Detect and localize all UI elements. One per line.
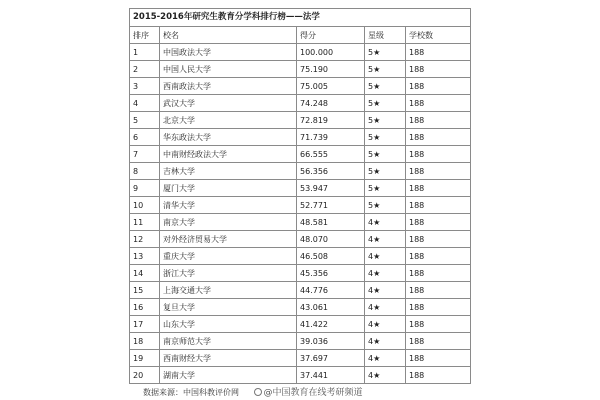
table-row <box>130 61 471 78</box>
cell-stars: 4★ <box>365 265 406 282</box>
table-row <box>130 316 471 333</box>
cell-score: 71.739 <box>297 129 365 146</box>
cell-name: 清华大学 <box>160 197 297 214</box>
cell-rank: 15 <box>130 282 160 299</box>
cell-score: 48.581 <box>297 214 365 231</box>
table-row <box>130 299 471 316</box>
header-name: 校名 <box>160 27 297 44</box>
data-source-note: 数据来源：中国科教评价网 <box>143 388 239 397</box>
cell-rank: 14 <box>130 265 160 282</box>
cell-score: 53.947 <box>297 180 365 197</box>
cell-stars: 4★ <box>365 333 406 350</box>
cell-name: 浙江大学 <box>160 265 297 282</box>
cell-count: 188 <box>406 163 471 180</box>
cell-name: 对外经济贸易大学 <box>160 231 297 248</box>
cell-count: 188 <box>406 214 471 231</box>
cell-count: 188 <box>406 197 471 214</box>
cell-count: 188 <box>406 299 471 316</box>
cell-stars: 5★ <box>365 78 406 95</box>
table-row <box>130 231 471 248</box>
cell-score: 52.771 <box>297 197 365 214</box>
table-row <box>130 282 471 299</box>
cell-name: 西南政法大学 <box>160 78 297 95</box>
cell-rank: 2 <box>130 61 160 78</box>
cell-name: 武汉大学 <box>160 95 297 112</box>
cell-rank: 19 <box>130 350 160 367</box>
cell-score: 75.190 <box>297 61 365 78</box>
cell-name: 华东政法大学 <box>160 129 297 146</box>
table-row <box>130 78 471 95</box>
cell-count: 188 <box>406 78 471 95</box>
header-score: 得分 <box>297 27 365 44</box>
cell-score: 48.070 <box>297 231 365 248</box>
cell-count: 188 <box>406 129 471 146</box>
cell-rank: 1 <box>130 44 160 61</box>
table-row <box>130 44 471 61</box>
cell-count: 188 <box>406 367 471 384</box>
table-row <box>130 367 471 384</box>
cell-score: 44.776 <box>297 282 365 299</box>
cell-stars: 4★ <box>365 214 406 231</box>
cell-score: 45.356 <box>297 265 365 282</box>
watermark-text: @中国教育在线考研频道 <box>263 388 363 398</box>
cell-stars: 4★ <box>365 248 406 265</box>
header-rank: 排序 <box>130 27 160 44</box>
cell-count: 188 <box>406 112 471 129</box>
cell-name: 北京大学 <box>160 112 297 129</box>
table-row <box>130 95 471 112</box>
ranking-table <box>129 8 471 384</box>
table-row <box>130 163 471 180</box>
table-row <box>130 180 471 197</box>
cell-stars: 5★ <box>365 95 406 112</box>
cell-name: 复旦大学 <box>160 299 297 316</box>
cell-stars: 5★ <box>365 163 406 180</box>
header-count: 学校数 <box>406 27 471 44</box>
cell-stars: 4★ <box>365 231 406 248</box>
watermark <box>254 385 363 398</box>
cell-score: 74.248 <box>297 95 365 112</box>
table-row <box>130 146 471 163</box>
cell-count: 188 <box>406 282 471 299</box>
table-row <box>130 333 471 350</box>
cell-stars: 5★ <box>365 61 406 78</box>
cell-name: 重庆大学 <box>160 248 297 265</box>
cell-count: 188 <box>406 333 471 350</box>
cell-rank: 4 <box>130 95 160 112</box>
footer <box>143 385 473 397</box>
cell-score: 39.036 <box>297 333 365 350</box>
cell-score: 37.441 <box>297 367 365 384</box>
cell-stars: 5★ <box>365 146 406 163</box>
cell-name: 中国人民大学 <box>160 61 297 78</box>
table-row <box>130 112 471 129</box>
header-stars: 星级 <box>365 27 406 44</box>
cell-rank: 3 <box>130 78 160 95</box>
cell-score: 72.819 <box>297 112 365 129</box>
cell-stars: 4★ <box>365 367 406 384</box>
cell-name: 南京大学 <box>160 214 297 231</box>
cell-count: 188 <box>406 248 471 265</box>
cell-count: 188 <box>406 61 471 78</box>
table-title: 2015-2016年研究生教育分学科排行榜——法学 <box>130 9 471 27</box>
cell-name: 山东大学 <box>160 316 297 333</box>
cell-score: 100.000 <box>297 44 365 61</box>
cell-stars: 4★ <box>365 299 406 316</box>
cell-rank: 18 <box>130 333 160 350</box>
cell-score: 43.061 <box>297 299 365 316</box>
cell-name: 上海交通大学 <box>160 282 297 299</box>
cell-count: 188 <box>406 316 471 333</box>
cell-stars: 5★ <box>365 197 406 214</box>
cell-rank: 9 <box>130 180 160 197</box>
cell-stars: 5★ <box>365 44 406 61</box>
cell-score: 75.005 <box>297 78 365 95</box>
cell-rank: 6 <box>130 129 160 146</box>
cell-rank: 12 <box>130 231 160 248</box>
cell-rank: 8 <box>130 163 160 180</box>
table-title-row <box>130 9 471 27</box>
cell-stars: 4★ <box>365 350 406 367</box>
cell-count: 188 <box>406 231 471 248</box>
cell-name: 湖南大学 <box>160 367 297 384</box>
table-row <box>130 248 471 265</box>
cell-count: 188 <box>406 265 471 282</box>
cell-score: 37.697 <box>297 350 365 367</box>
cell-score: 66.555 <box>297 146 365 163</box>
cell-name: 南京师范大学 <box>160 333 297 350</box>
cell-stars: 5★ <box>365 129 406 146</box>
cell-stars: 5★ <box>365 112 406 129</box>
table-row <box>130 129 471 146</box>
cell-count: 188 <box>406 95 471 112</box>
cell-name: 西南财经大学 <box>160 350 297 367</box>
weibo-icon <box>254 388 262 396</box>
cell-rank: 5 <box>130 112 160 129</box>
cell-score: 41.422 <box>297 316 365 333</box>
cell-stars: 4★ <box>365 316 406 333</box>
cell-count: 188 <box>406 180 471 197</box>
table-row <box>130 197 471 214</box>
table-row <box>130 214 471 231</box>
cell-rank: 16 <box>130 299 160 316</box>
cell-score: 56.356 <box>297 163 365 180</box>
cell-name: 中南财经政法大学 <box>160 146 297 163</box>
cell-count: 188 <box>406 44 471 61</box>
table-row <box>130 350 471 367</box>
cell-name: 中国政法大学 <box>160 44 297 61</box>
cell-count: 188 <box>406 350 471 367</box>
cell-name: 厦门大学 <box>160 180 297 197</box>
table-header-row <box>130 27 471 44</box>
cell-rank: 13 <box>130 248 160 265</box>
cell-stars: 5★ <box>365 180 406 197</box>
cell-score: 46.508 <box>297 248 365 265</box>
cell-rank: 11 <box>130 214 160 231</box>
cell-count: 188 <box>406 146 471 163</box>
cell-rank: 20 <box>130 367 160 384</box>
cell-name: 吉林大学 <box>160 163 297 180</box>
cell-stars: 4★ <box>365 282 406 299</box>
cell-rank: 10 <box>130 197 160 214</box>
cell-rank: 7 <box>130 146 160 163</box>
cell-rank: 17 <box>130 316 160 333</box>
table-row <box>130 265 471 282</box>
